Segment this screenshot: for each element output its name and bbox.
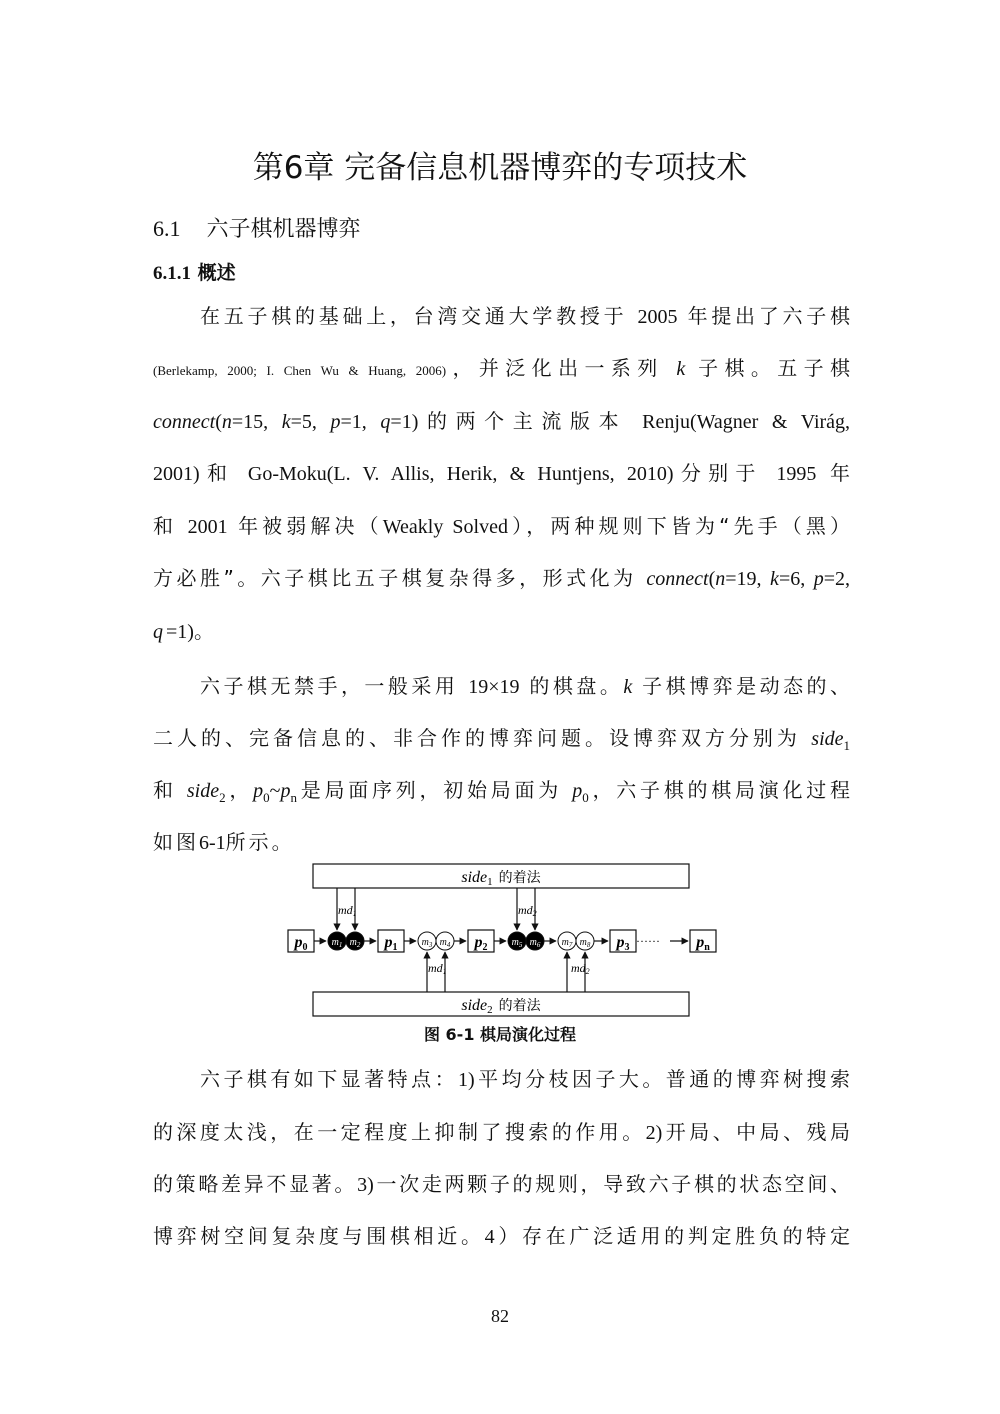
move-m5: [508, 932, 526, 950]
svg-text:m1: $m_1$: [331, 937, 343, 949]
md-label-2: md1: [428, 961, 447, 976]
para1-line5: 和 2001 年被弱解决（Weakly Solved），两种规则下皆为“先手（黑）: [153, 514, 851, 538]
position-p2: [468, 930, 494, 953]
md-label-4: md2: [571, 961, 590, 976]
move-m1: [328, 932, 346, 950]
para2-line4: 如图6-1所示。: [153, 830, 295, 854]
page-number: 82: [491, 1306, 509, 1326]
svg-text:p3: p3: [616, 934, 630, 953]
svg-text:m7: $m_7$: [561, 937, 573, 949]
para2-line1: 六子棋无禁手，一般采用 19×19 的棋盘。k 子棋博弈是动态的、: [200, 674, 851, 698]
citation: (Berlekamp, 2000; I. Chen Wu & Huang, 2006): [153, 363, 447, 378]
move-m6: [526, 932, 544, 950]
svg-text:m4: $m_4$: [439, 937, 451, 949]
para2-line3: 和 side$_2$，$p_0\sim p_n$是局面序列，初始局面为 $p_0$，六子棋的棋局演化过程: [153, 778, 851, 805]
md-label-1: md1: [338, 903, 357, 918]
md-label-3: md2: [518, 903, 537, 918]
para3-line1: 六子棋有如下显著特点：1)平均分枝因子大。普通的博弈树搜索: [200, 1067, 851, 1091]
subsection-title: 概述: [197, 262, 236, 284]
para2-line2: 二人的、完备信息的、非合作的博弈问题。设博弈双方分别为 side$_1$: [153, 726, 851, 753]
move-m8: [576, 932, 594, 950]
para1-line1: 在五子棋的基础上，台湾交通大学教授于 2005 年提出了六子棋: [200, 304, 851, 328]
move-m2: [346, 932, 364, 950]
side2-arrows: [427, 952, 585, 992]
move-m4: [436, 932, 454, 950]
section-title: 六子棋机器博弈: [206, 217, 361, 242]
svg-text:m2: $m_2$: [349, 937, 361, 949]
para1-line4: 2001)和 Go-Moku(L. V. Allis, Herik, & Huntjens, 2010)分别于 1995 年: [153, 461, 850, 485]
para1-line3: connect(n=15, k=5, p=1, q=1)的两个主流版本 Renju(Wagner & Virág,: [153, 409, 851, 433]
subsection-number: 6.1.1: [153, 263, 191, 284]
ellipsis-dots: ······: [636, 934, 660, 948]
move-m7: [558, 932, 576, 950]
position-p3: [610, 930, 636, 953]
svg-text:p0: p0: [294, 934, 308, 953]
para3-line2: 的深度太浅，在一定程度上抑制了搜索的作用。2)开局、中局、残局: [153, 1120, 851, 1144]
svg-text:p2: p2: [474, 934, 488, 953]
position-pn: [690, 930, 716, 953]
svg-text:p1: p1: [384, 934, 398, 953]
svg-text:m6: $m_6$: [529, 937, 541, 949]
para3-line3: 的策略差异不显著。3)一次走两颗子的规则，导致六子棋的状态空间、: [153, 1172, 851, 1196]
chapter-title: 第6章 完备信息机器博弈的专项技术: [252, 150, 748, 186]
side2-moves-label: side2 的着法: [461, 997, 541, 1016]
para3-line4: 博弈树空间复杂度与围棋相近。4）存在广泛适用的判定胜负的特定: [153, 1224, 851, 1248]
move-m3: [418, 932, 436, 950]
position-p1: [378, 930, 404, 953]
section-heading: [153, 212, 361, 243]
position-p0: [288, 930, 314, 953]
side1-arrows: [337, 888, 535, 930]
svg-text:m3: $m_3$: [421, 937, 433, 949]
game-evolution-figure: [270, 856, 730, 1031]
para1-line6: 方必胜”。六子棋比五子棋复杂得多，形式化为 connect(n=19, k=6, p=2,: [153, 566, 850, 590]
para1-line2: (Berlekamp, 2000; I. Chen Wu & Huang, 2006)，并泛化出一系列 k 子棋。五子棋: [153, 356, 851, 380]
section-number: 6.1: [153, 216, 181, 241]
side1-moves-label: side1 的着法: [461, 869, 541, 888]
figure-caption: 图 6-1 棋局演化过程: [423, 1025, 577, 1044]
svg-text:m5: $m_5$: [511, 937, 523, 949]
subsection-heading: [153, 258, 236, 285]
svg-text:m8: $m_8$: [579, 937, 591, 949]
para1-line7: q=1)。: [153, 619, 217, 643]
svg-text:pn: pn: [696, 934, 710, 953]
